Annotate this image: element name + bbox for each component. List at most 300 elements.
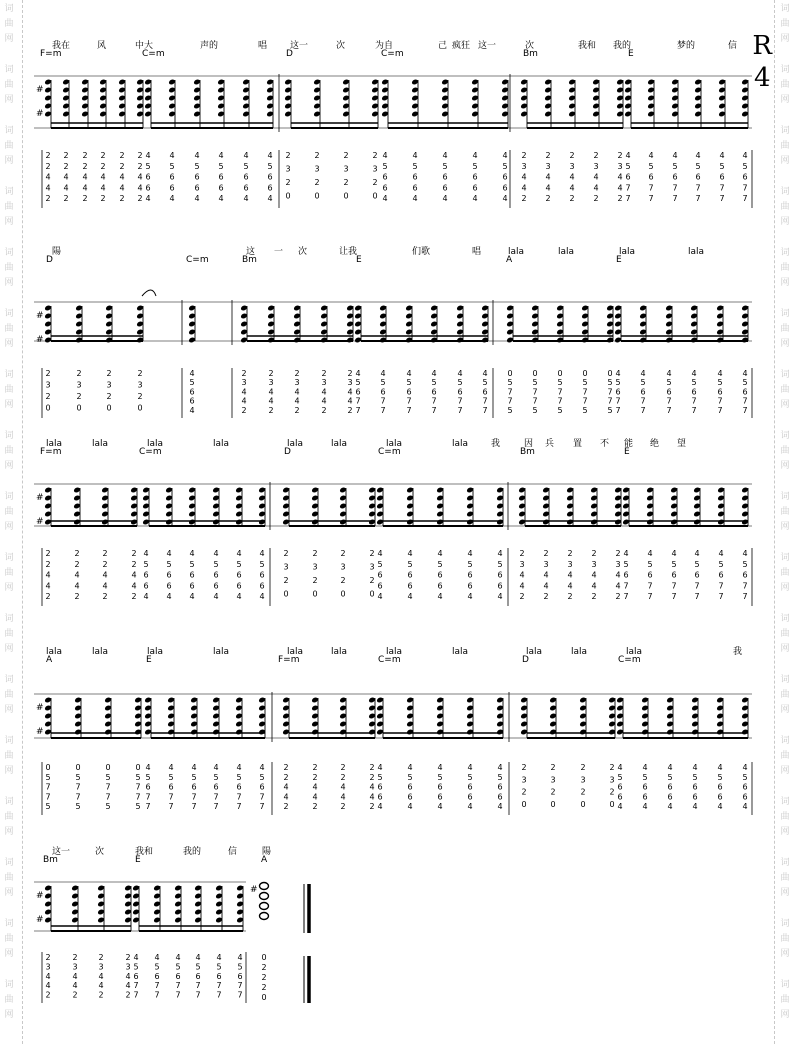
tab-fret-number: 7: [607, 396, 613, 406]
tab-fret-number: 3: [580, 775, 586, 785]
tab-fret-number: 4: [369, 782, 375, 792]
watermark-char: 词: [780, 431, 790, 441]
chord-symbol: E: [628, 49, 634, 59]
tab-fret-number: 6: [169, 172, 175, 182]
watermark-char: 曲: [4, 202, 14, 212]
tab-fret-number: 2: [102, 559, 108, 569]
tab-fret-number: 2: [519, 592, 525, 602]
tab-fret-number: 3: [593, 161, 599, 171]
lyric-syllable: lala: [452, 647, 469, 657]
tab-fret-number: 0: [607, 369, 613, 378]
tab-fret-number: 6: [145, 172, 151, 182]
lyric-syllable: lala: [626, 647, 643, 657]
tab-fret-number: 2: [314, 151, 320, 160]
tab-fret-number: 7: [507, 387, 513, 397]
tab-fret-number: 2: [369, 772, 375, 782]
watermark-char: 曲: [780, 19, 790, 29]
watermark-char: 词: [780, 248, 790, 258]
watermark-char: 曲: [780, 385, 790, 395]
tab-fret-number: 7: [640, 396, 646, 406]
tab-fret-number: 4: [412, 194, 418, 204]
tab-fret-number: 5: [482, 378, 488, 388]
tab-fret-number: 5: [692, 772, 698, 782]
tab-fret-number: 7: [482, 396, 488, 406]
tab-fret-number: 3: [285, 164, 291, 174]
watermark-char: 词: [780, 797, 790, 807]
tab-fret-number: 3: [76, 380, 82, 390]
tab-fret-number: 6: [640, 387, 646, 397]
tab-fret-number: 2: [137, 151, 143, 160]
tab-fret-number: 7: [175, 981, 181, 991]
tab-fret-number: 0: [261, 993, 267, 1002]
watermark-char: 词: [4, 126, 14, 136]
lyric-syllable: 绝: [650, 439, 660, 449]
tab-fret-number: 7: [647, 581, 653, 591]
tab-fret-number: 7: [191, 792, 197, 802]
tab-fret-number: 6: [742, 172, 748, 182]
tab-fret-number: 4: [82, 172, 88, 182]
tab-fret-number: 4: [145, 763, 151, 772]
tab-fret-number: 5: [607, 378, 613, 388]
watermark-char: 曲: [4, 751, 14, 761]
tab-fret-number: 4: [143, 592, 149, 602]
lyric-syllable: 我在: [52, 41, 71, 51]
lyric-syllable: lala: [508, 247, 525, 257]
tab-fret-number: 7: [168, 792, 174, 802]
tab-fret-number: 7: [135, 792, 141, 802]
tab-fret-number: 4: [695, 151, 701, 160]
lyric-syllable: 中大: [135, 41, 154, 51]
tab-fret-number: 5: [666, 378, 672, 388]
tab-fret-number: 4: [340, 782, 346, 792]
tab-fret-number: 2: [521, 151, 527, 160]
tab-fret-number: 4: [615, 570, 621, 580]
tab-fret-number: 3: [519, 559, 525, 569]
tab-fret-number: 4: [321, 387, 327, 397]
tab-fret-number: 7: [457, 405, 463, 415]
tab-fret-number: 5: [143, 559, 149, 569]
tab-fret-number: 2: [137, 392, 143, 401]
watermark-char: 词: [780, 492, 790, 502]
tab-fret-number: 7: [625, 183, 631, 193]
tab-fret-number: 5: [154, 962, 160, 972]
tab-fret-number: 7: [507, 396, 513, 406]
tab-fret-number: 6: [717, 387, 723, 397]
tab-fret-number: 3: [347, 378, 353, 388]
watermark-char: 曲: [780, 629, 790, 639]
tab-fret-number: 4: [137, 172, 143, 182]
tab-fret-number: 6: [380, 387, 386, 397]
tab-fret-number: 4: [521, 183, 527, 193]
watermark-char: 网: [780, 95, 790, 105]
watermark-char: 网: [4, 522, 14, 532]
tab-fret-number: 6: [497, 782, 503, 792]
watermark-char: 网: [4, 644, 14, 654]
tab-fret-number: 4: [672, 151, 678, 160]
tab-fret-number: 2: [580, 763, 586, 772]
tab-fret-number: 4: [615, 369, 621, 378]
tab-fret-number: 2: [72, 953, 78, 962]
tab-fret-number: 4: [742, 369, 748, 378]
tab-fret-number: 5: [135, 802, 141, 812]
tab-fret-number: 4: [467, 549, 473, 558]
tab-fret-number: 6: [442, 183, 448, 193]
tab-fret-number: 3: [106, 380, 112, 390]
tab-fret-number: 3: [550, 775, 556, 785]
tab-fret-number: 5: [380, 378, 386, 388]
tab-fret-number: 6: [406, 387, 412, 397]
tab-fret-number: 2: [294, 405, 300, 415]
lyric-syllable: 唱: [258, 41, 268, 51]
tab-fret-number: 4: [145, 194, 151, 204]
watermark-char: 词: [780, 919, 790, 929]
tab-fret-number: 2: [569, 194, 575, 204]
tab-fret-number: 2: [137, 369, 143, 378]
tab-fret-number: 3: [617, 161, 623, 171]
tab-fret-number: 5: [189, 378, 195, 388]
chord-symbol: Bm: [523, 49, 538, 59]
tab-fret-number: 6: [237, 971, 243, 981]
tab-fret-number: 4: [437, 763, 443, 772]
tab-fret-number: 5: [717, 772, 723, 782]
tab-fret-number: 3: [45, 380, 51, 390]
tab-fret-number: 4: [502, 194, 508, 204]
tab-fret-number: 4: [617, 172, 623, 182]
tab-fret-number: 2: [283, 549, 289, 558]
tab-fret-number: 2: [369, 549, 375, 558]
watermark-char: 词: [4, 370, 14, 380]
tab-fret-number: 4: [74, 581, 80, 591]
tab-fret-number: 5: [377, 772, 383, 782]
tab-fret-number: 4: [519, 570, 525, 580]
tab-fret-number: 7: [719, 183, 725, 193]
tab-fret-number: 5: [377, 559, 383, 569]
tab-fret-number: 7: [105, 782, 111, 792]
tab-fret-number: 0: [261, 953, 267, 962]
tab-fret-number: 4: [666, 369, 672, 378]
chord-symbol: C=m: [618, 655, 641, 665]
watermark-char: 曲: [4, 446, 14, 456]
tab-fret-number: 2: [550, 787, 556, 797]
tab-fret-number: 4: [241, 387, 247, 397]
tab-fret-number: 7: [648, 183, 654, 193]
tab-fret-number: 7: [482, 405, 488, 415]
tab-fret-number: 7: [406, 405, 412, 415]
key-signature-sharp: #: [36, 85, 44, 95]
tab-fret-number: 5: [497, 559, 503, 569]
tab-fret-number: 4: [437, 549, 443, 558]
tab-fret-number: 7: [672, 194, 678, 204]
tab-fret-number: 2: [591, 592, 597, 602]
watermark-char: 曲: [780, 324, 790, 334]
tab-fret-number: 2: [521, 194, 527, 204]
tab-fret-number: 6: [667, 782, 673, 792]
tab-fret-number: 4: [591, 570, 597, 580]
key-signature-sharp: #: [36, 703, 44, 713]
tab-fret-number: 4: [648, 151, 654, 160]
tab-fret-number: 2: [241, 405, 247, 415]
watermark-char: 曲: [780, 263, 790, 273]
tab-fret-number: 0: [609, 799, 615, 809]
lyric-syllable: 声的: [200, 41, 219, 51]
tab-fret-number: 4: [377, 802, 383, 812]
tab-fret-number: 4: [45, 570, 51, 580]
tab-fret-number: 5: [507, 405, 513, 415]
key-signature-sharp: #: [36, 493, 44, 503]
lyric-syllable: 梦的: [677, 41, 696, 51]
tab-fret-number: 6: [133, 971, 139, 981]
tab-fret-number: 2: [261, 983, 267, 992]
chord-symbol: C=m: [378, 447, 401, 457]
tab-fret-number: 7: [615, 405, 621, 415]
chord-symbol: E: [135, 855, 141, 865]
watermark-char: 网: [780, 156, 790, 166]
tab-fret-number: 2: [340, 576, 346, 585]
tab-fret-number: 6: [259, 782, 265, 792]
watermark-char: 网: [4, 949, 14, 959]
lyric-syllable: lala: [688, 247, 705, 257]
lyric-syllable: lala: [92, 439, 109, 449]
tab-fret-number: 0: [550, 799, 556, 809]
watermark-char: 曲: [4, 80, 14, 90]
watermark-char: 词: [4, 675, 14, 685]
tab-fret-number: 4: [268, 396, 274, 406]
lyric-syllable: 兵: [545, 439, 555, 449]
tab-fret-number: 4: [241, 396, 247, 406]
tab-fret-number: 5: [236, 559, 242, 569]
tab-fret-number: 5: [671, 559, 677, 569]
watermark-char: 曲: [780, 80, 790, 90]
tab-fret-number: 7: [719, 194, 725, 204]
tab-fret-number: 6: [467, 581, 473, 591]
tab-fret-number: 6: [497, 581, 503, 591]
tab-fret-number: 2: [74, 559, 80, 569]
tab-fret-number: 6: [145, 782, 151, 792]
tab-fret-number: 7: [236, 802, 242, 812]
lyric-syllable: 因: [524, 439, 534, 449]
tab-fret-number: 7: [742, 592, 748, 602]
tab-fret-number: 7: [75, 782, 81, 792]
tab-fret-number: 7: [154, 990, 160, 1000]
tab-fret-number: 4: [457, 369, 463, 378]
watermark-char: 曲: [4, 629, 14, 639]
tab-fret-number: 5: [642, 772, 648, 782]
tab-fret-number: 7: [191, 802, 197, 812]
tab-fret-number: 2: [283, 763, 289, 772]
tab-fret-number: 6: [213, 782, 219, 792]
tab-fret-number: 4: [694, 549, 700, 558]
tab-fret-number: 4: [213, 592, 219, 602]
tab-fret-number: 4: [692, 763, 698, 772]
tab-fret-number: 2: [268, 369, 274, 378]
tab-fret-number: 3: [591, 559, 597, 569]
tab-fret-number: 4: [189, 369, 195, 378]
watermark-char: 词: [4, 858, 14, 868]
tab-fret-number: 5: [133, 962, 139, 972]
tab-fret-number: 6: [377, 570, 383, 580]
tab-fret-number: 4: [312, 792, 318, 802]
tab-fret-number: 5: [467, 772, 473, 782]
whole-note: [260, 893, 269, 900]
tab-fret-number: 7: [355, 396, 361, 406]
tab-fret-number: 2: [543, 592, 549, 602]
tab-fret-number: 2: [45, 592, 51, 602]
chord-symbol: F=m: [278, 655, 300, 665]
tab-fret-number: 4: [719, 151, 725, 160]
tab-fret-number: 6: [431, 387, 437, 397]
tab-fret-number: 2: [102, 549, 108, 558]
watermark-char: 网: [4, 339, 14, 349]
watermark-char: 曲: [780, 812, 790, 822]
tab-fret-number: 2: [593, 151, 599, 160]
tab-fret-number: 5: [407, 559, 413, 569]
tab-fret-number: 2: [119, 194, 125, 204]
watermark-char: 词: [4, 248, 14, 258]
lyric-syllable: 我的: [613, 41, 632, 51]
page-mark-letter: R: [752, 31, 772, 61]
tab-fret-number: 4: [195, 953, 201, 962]
tab-fret-number: 4: [169, 151, 175, 160]
tab-fret-number: 5: [557, 378, 563, 388]
tab-fret-number: 4: [133, 953, 139, 962]
tab-fret-number: 4: [294, 387, 300, 397]
watermark-char: 曲: [780, 934, 790, 944]
tab-fret-number: 2: [82, 151, 88, 160]
tab-fret-number: 4: [407, 592, 413, 602]
watermark-char: 词: [4, 187, 14, 197]
chord-symbol: C=m: [378, 655, 401, 665]
tab-fret-number: 2: [550, 763, 556, 772]
tab-fret-number: 7: [671, 592, 677, 602]
tab-fret-number: 6: [742, 782, 748, 792]
tab-fret-number: 6: [742, 387, 748, 397]
tab-fret-number: 4: [617, 802, 623, 812]
tab-fret-number: 2: [106, 392, 112, 401]
tab-fret-number: 4: [569, 172, 575, 182]
tab-fret-number: 4: [63, 172, 69, 182]
tab-fret-number: 2: [45, 953, 51, 962]
lyric-syllable: lala: [46, 647, 63, 657]
tab-fret-number: 5: [175, 962, 181, 972]
tab-fret-number: 5: [667, 772, 673, 782]
tab-fret-number: 4: [243, 151, 249, 160]
tab-fret-number: 6: [667, 792, 673, 802]
tab-fret-number: 3: [609, 775, 615, 785]
tab-fret-number: 4: [382, 194, 388, 204]
tab-fret-number: 6: [213, 581, 219, 591]
lyric-syllable: 己: [438, 41, 448, 51]
tab-fret-number: 2: [285, 151, 291, 160]
tab-fret-number: 4: [640, 369, 646, 378]
tab-fret-number: 7: [213, 802, 219, 812]
tab-fret-number: 6: [672, 172, 678, 182]
tab-fret-number: 4: [442, 194, 448, 204]
tab-fret-number: 7: [195, 990, 201, 1000]
tab-fret-number: 5: [259, 559, 265, 569]
tab-fret-number: 5: [582, 405, 588, 415]
chord-symbol: C=m: [381, 49, 404, 59]
key-signature-sharp: #: [36, 915, 44, 925]
whole-note: [260, 903, 269, 910]
tab-fret-number: 4: [482, 369, 488, 378]
tab-fret-number: 4: [100, 172, 106, 182]
tab-fret-number: 4: [593, 172, 599, 182]
tab-fret-number: 2: [314, 178, 320, 187]
tab-fret-number: 5: [75, 802, 81, 812]
tab-fret-number: 5: [582, 378, 588, 388]
tab-fret-number: 6: [717, 782, 723, 792]
lyric-syllable: 疯狂: [452, 41, 471, 51]
tab-fret-number: 4: [189, 405, 195, 415]
tab-fret-number: 2: [285, 178, 291, 187]
tab-fret-number: 6: [648, 172, 654, 182]
tab-fret-number: 4: [593, 183, 599, 193]
watermark-char: 曲: [4, 690, 14, 700]
tab-fret-number: 4: [102, 581, 108, 591]
tab-fret-number: 4: [717, 763, 723, 772]
tab-fret-number: 4: [377, 763, 383, 772]
tab-fret-number: 5: [502, 161, 508, 171]
tab-fret-number: 0: [340, 589, 346, 599]
watermark-char: 网: [4, 95, 14, 105]
key-signature-sharp: #: [36, 311, 44, 321]
watermark-char: 网: [780, 400, 790, 410]
tab-fret-number: 7: [355, 405, 361, 415]
tab-fret-number: 6: [195, 971, 201, 981]
tab-fret-number: 6: [166, 570, 172, 580]
tab-fret-number: 3: [343, 164, 349, 174]
tab-fret-number: 2: [82, 194, 88, 204]
watermark-char: 网: [4, 1010, 14, 1020]
tab-fret-number: 7: [532, 387, 538, 397]
tab-fret-number: 4: [742, 802, 748, 812]
watermark-char: 网: [4, 827, 14, 837]
tab-fret-number: 2: [617, 151, 623, 160]
tab-fret-number: 7: [259, 802, 265, 812]
tab-fret-number: 7: [380, 396, 386, 406]
lyric-syllable: 我和: [578, 41, 597, 51]
tab-fret-number: 4: [283, 792, 289, 802]
watermark-char: 曲: [4, 934, 14, 944]
watermark-char: 词: [780, 614, 790, 624]
tab-fret-number: 6: [168, 782, 174, 792]
tab-fret-number: 4: [131, 570, 137, 580]
watermark-char: 词: [4, 431, 14, 441]
tab-fret-number: 6: [143, 581, 149, 591]
tab-fret-number: 7: [216, 981, 222, 991]
tab-fret-number: 6: [407, 792, 413, 802]
tab-fret-number: 5: [145, 161, 151, 171]
lyric-syllable: 次: [525, 41, 535, 51]
tab-fret-number: 6: [218, 172, 224, 182]
tab-fret-number: 6: [382, 183, 388, 193]
watermark-char: 词: [780, 65, 790, 75]
tab-fret-number: 0: [343, 191, 349, 201]
tab-fret-number: 2: [102, 592, 108, 602]
tab-fret-number: 7: [145, 792, 151, 802]
tab-fret-number: 6: [502, 172, 508, 182]
tab-fret-number: 6: [502, 183, 508, 193]
watermark-char: 网: [780, 827, 790, 837]
tab-fret-number: 6: [194, 183, 200, 193]
lyric-syllable: 风: [97, 41, 107, 51]
tab-fret-number: 5: [717, 378, 723, 388]
tab-fret-number: 4: [717, 369, 723, 378]
tab-fret-number: 0: [45, 403, 51, 413]
tab-fret-number: 4: [567, 570, 573, 580]
tab-fret-number: 2: [45, 369, 51, 378]
tab-fret-number: 2: [580, 787, 586, 797]
